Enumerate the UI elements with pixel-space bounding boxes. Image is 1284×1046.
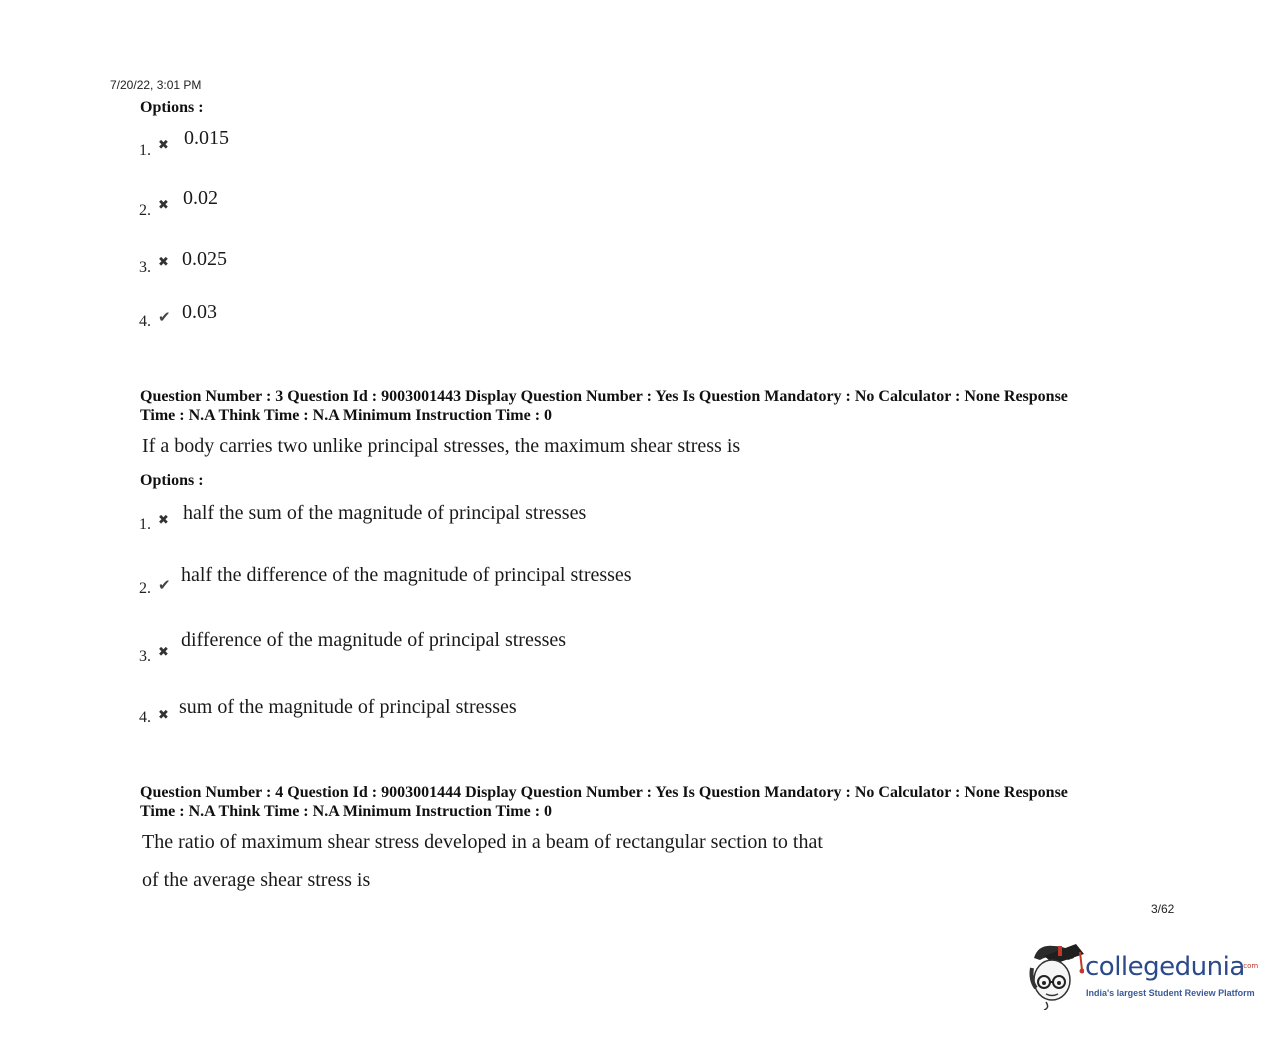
option-number: 4. xyxy=(139,709,151,726)
option-text: 0.015 xyxy=(184,127,229,149)
cross-mark-icon: ✖ xyxy=(158,645,169,660)
question-meta xyxy=(140,783,1160,821)
option-number: 4. xyxy=(139,313,151,330)
check-mark-icon: ✔ xyxy=(158,576,171,594)
question-meta-line: Time : N.A Think Time : N.A Minimum Instruction Time : 0 xyxy=(140,803,553,820)
question-meta xyxy=(140,387,1160,425)
option-number: 2. xyxy=(139,580,151,597)
options-label: Options : xyxy=(140,99,204,116)
print-timestamp: 7/20/22, 3:01 PM xyxy=(110,78,202,92)
cross-mark-icon: ✖ xyxy=(158,255,169,270)
option-number: 1. xyxy=(139,142,151,159)
option-text: half the sum of the magnitude of principal stresses xyxy=(183,502,587,524)
brand-tagline: India's largest Student Review Platform xyxy=(1086,988,1255,998)
cross-mark-icon: ✖ xyxy=(158,198,169,213)
question-text: If a body carries two unlike principal stresses, the maximum shear stress is xyxy=(142,435,741,457)
page-number: 3/62 xyxy=(1151,902,1175,916)
question-meta-line: Question Number : 3 Question Id : 9003001443 Display Question Number : Yes Is Question Mandatory : No Calculator : None Response xyxy=(140,388,1068,405)
question-text: of the average shear stress is xyxy=(142,869,371,891)
question-meta-line: Time : N.A Think Time : N.A Minimum Instruction Time : 0 xyxy=(140,407,553,424)
option-text: 0.03 xyxy=(182,301,217,323)
option-number: 3. xyxy=(139,648,151,665)
brand-wordmark: collegedunia xyxy=(1085,952,1245,982)
cross-mark-icon: ✖ xyxy=(158,138,169,153)
cross-mark-icon: ✖ xyxy=(158,513,169,528)
option-number: 1. xyxy=(139,516,151,533)
option-number: 2. xyxy=(139,202,151,219)
option-number: 3. xyxy=(139,259,151,276)
mascot-logo-icon xyxy=(1024,940,1084,1010)
brand-domain: .com xyxy=(1241,962,1259,970)
question-meta-line: Question Number : 4 Question Id : 9003001444 Display Question Number : Yes Is Question Mandatory : No Calculator : None Response xyxy=(140,784,1068,801)
options-label: Options : xyxy=(140,472,204,489)
cross-mark-icon: ✖ xyxy=(158,708,169,723)
check-mark-icon: ✔ xyxy=(158,308,171,326)
option-text: 0.02 xyxy=(183,187,218,209)
question-text: The ratio of maximum shear stress developed in a beam of rectangular section to that xyxy=(142,831,823,853)
option-text: sum of the magnitude of principal stresses xyxy=(179,696,517,718)
option-text: half the difference of the magnitude of principal stresses xyxy=(181,564,632,586)
option-text: difference of the magnitude of principal stresses xyxy=(181,629,567,651)
option-text: 0.025 xyxy=(182,248,227,270)
